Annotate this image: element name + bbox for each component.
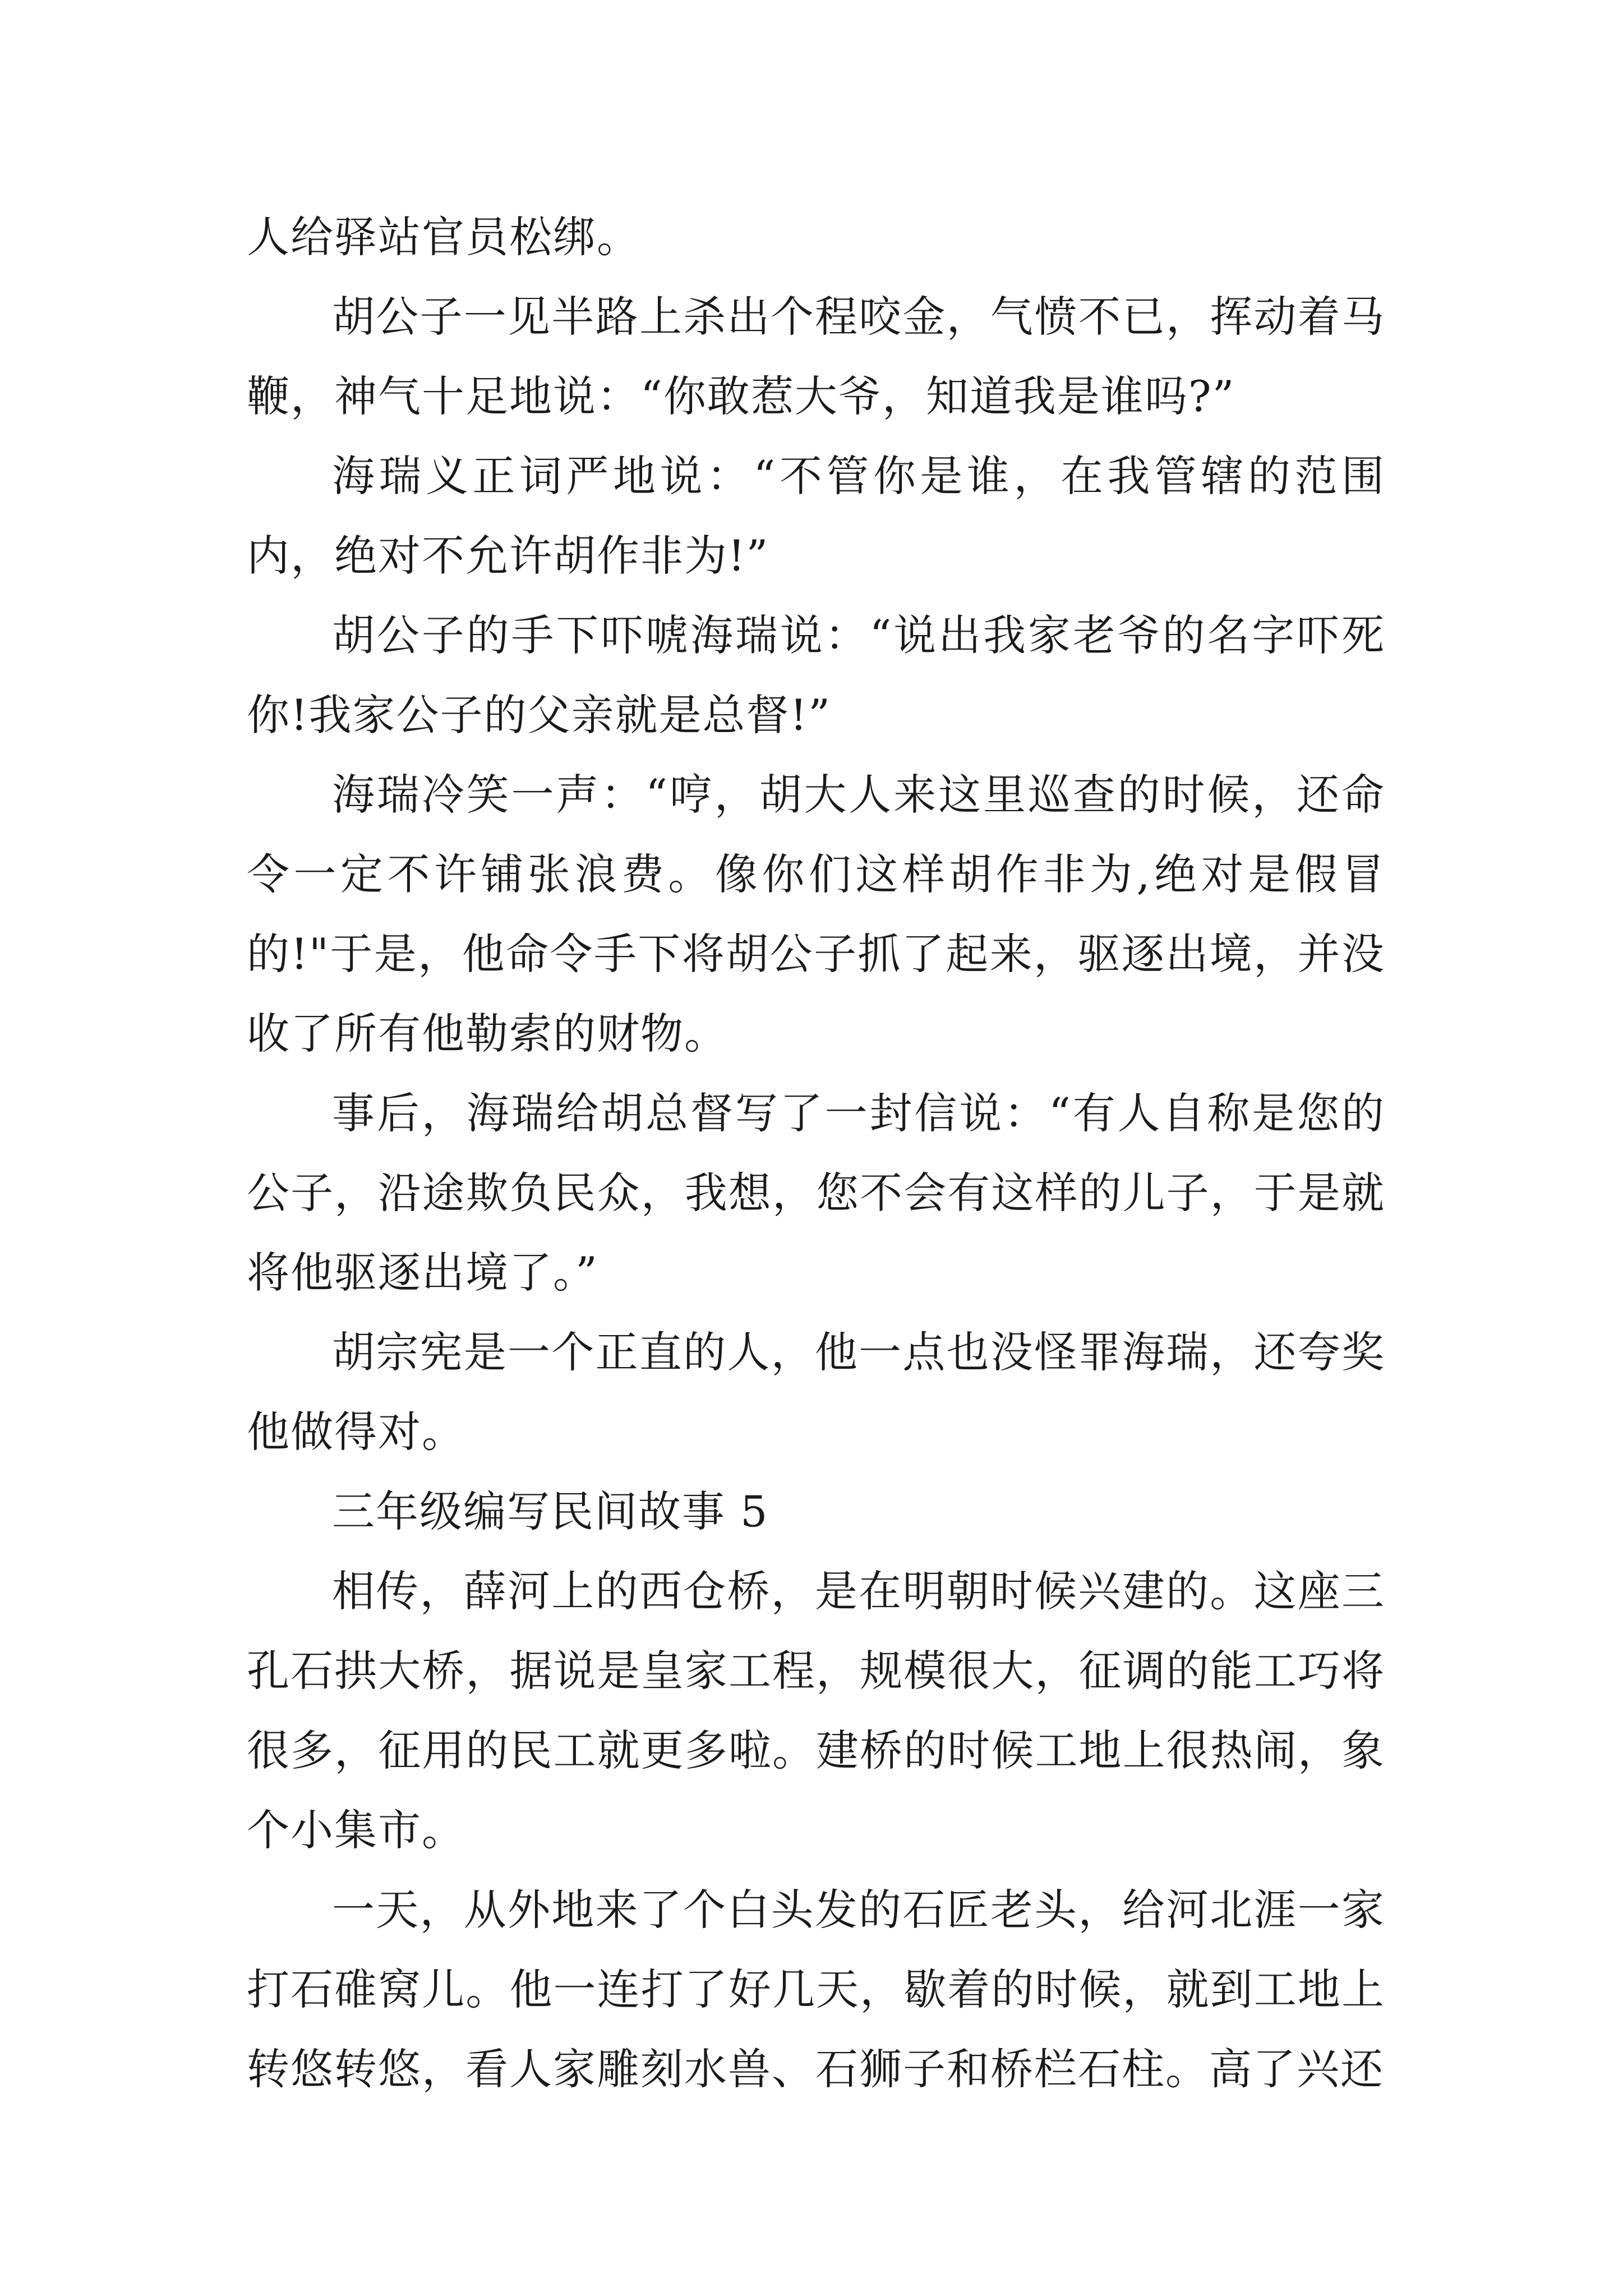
paragraph: 一天，从外地来了个白头发的石匠老头，给河北涯一家打石碓窝儿。他一连打了好几天，歇着的时候，就到工地上转悠转悠，看人家雕刻水兽、石狮子和桥栏石柱。高了兴还 [247,1885,1385,2094]
document-body [247,197,1385,2109]
paragraph: 胡宗宪是一个正直的人，他一点也没怪罪海瑞，还夸奖他做得对。 [247,1327,1385,1457]
paragraph: 胡公子一见半路上杀出个程咬金，气愤不已，挥动着马鞭，神气十足地说：“你敢惹大爷，知道我是谁吗?” [247,292,1385,421]
paragraph-continued: 人给驿站官员松绑。 [247,212,640,262]
paragraph: 海瑞义正词严地说：“不管你是谁，在我管辖的范围内，绝对不允许胡作非为!” [247,451,1385,581]
paragraph: 胡公子的手下吓唬海瑞说：“说出我家老爷的名字吓死你!我家公子的父亲就是总督!” [247,610,1385,740]
paragraph: 海瑞冷笑一声：“哼，胡大人来这里巡查的时候，还命令一定不许铺张浪费。像你们这样胡作非为,绝对是假冒的!"于是，他命令手下将胡公子抓了起来，驱逐出境，并没收了所有他勒索的财物。 [247,770,1385,1059]
section-heading: 三年级编写民间故事 5 [332,1487,769,1536]
paragraph: 事后，海瑞给胡总督写了一封信说：“有人自称是您的公子，沿途欺负民众，我想，您不会有这样的儿子，于是就将他驱逐出境了。” [247,1088,1385,1297]
paragraph: 相传，薛河上的西仓桥，是在明朝时候兴建的。这座三孔石拱大桥，据说是皇家工程，规模很大，征调的能工巧将很多，征用的民工就更多啦。建桥的时候工地上很热闹，象个小集市。 [247,1566,1385,1855]
